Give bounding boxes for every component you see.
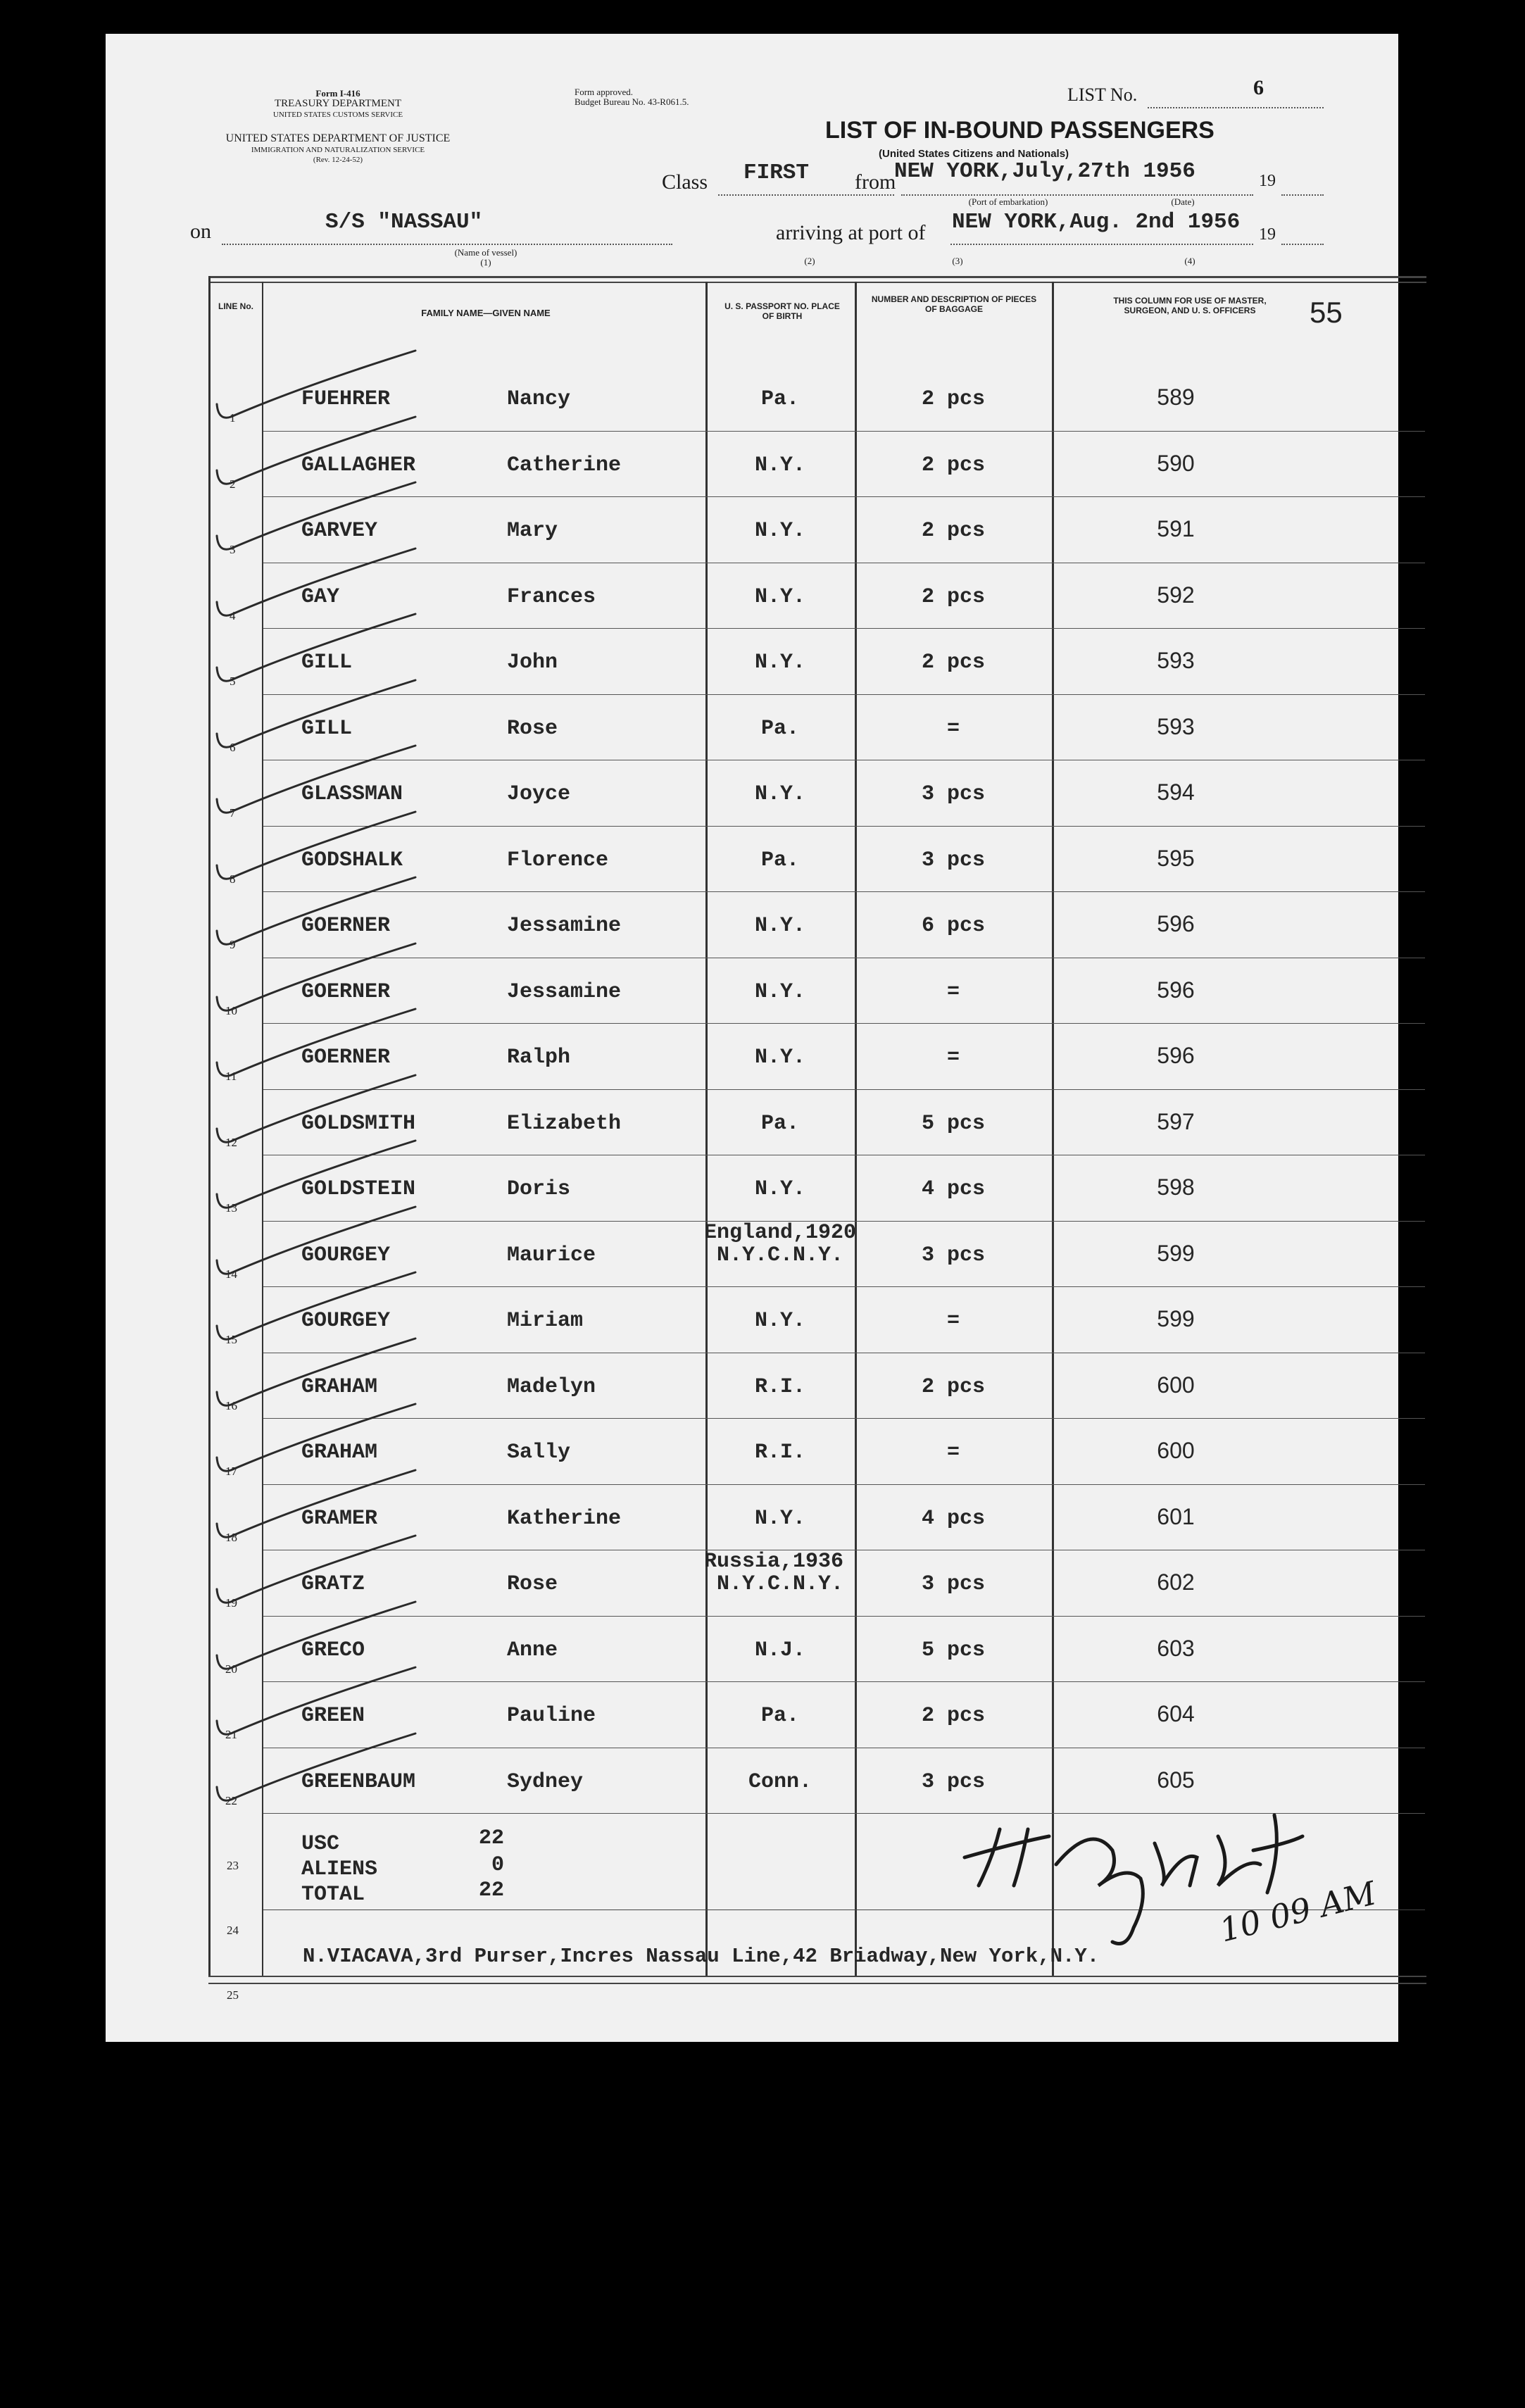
line-number: 21	[225, 1728, 237, 1741]
class-value: FIRST	[743, 161, 810, 185]
officer-number: 598	[1157, 1174, 1195, 1200]
given-name: Florence	[507, 848, 609, 872]
given-name: Doris	[507, 1177, 571, 1201]
line-number: 1	[230, 411, 236, 425]
embarkation-value: NEW YORK,July,27th 1956	[894, 159, 1195, 184]
given-name: Mary	[507, 519, 558, 543]
family-name: GILL	[301, 651, 353, 675]
on-label: on	[190, 220, 211, 243]
usc-label: USC	[301, 1832, 340, 1856]
line-number: 12	[225, 1135, 237, 1149]
line-number: 6	[230, 740, 236, 754]
column-4-marker: (4)	[1184, 256, 1195, 266]
officer-number: 596	[1157, 977, 1195, 1003]
given-name: Catherine	[507, 453, 622, 477]
line-number: 7	[230, 806, 236, 820]
family-name: GOURGEY	[301, 1243, 391, 1267]
given-name: Katherine	[507, 1506, 622, 1531]
family-name: GRAHAM	[301, 1441, 378, 1465]
officer-number: 600	[1157, 1438, 1195, 1463]
given-name: Anne	[507, 1638, 558, 1662]
header-passport: U. S. PASSPORT NO. PLACE OF BIRTH	[724, 301, 840, 321]
family-name: GOERNER	[301, 979, 391, 1004]
baggage-count: 6 pcs	[921, 914, 985, 938]
baggage-count: 2 pcs	[921, 453, 985, 477]
baggage-count: 3 pcs	[921, 1769, 985, 1794]
date-caption: (Date)	[1171, 196, 1195, 207]
line-number: 10	[225, 1003, 237, 1017]
given-name: Sydney	[507, 1769, 584, 1794]
line-number: 25	[227, 1988, 239, 2002]
header-baggage: NUMBER AND DESCRIPTION OF PIECES OF BAGGAGE	[871, 294, 1037, 314]
line-number: 16	[225, 1398, 237, 1412]
checkmark-icon	[204, 1726, 444, 1818]
place-of-birth: Pa.	[760, 716, 799, 741]
family-name: GALLAGHER	[301, 453, 416, 477]
baggage-count: =	[946, 1046, 960, 1070]
officer-number: 593	[1157, 648, 1195, 673]
baggage-count: 3 pcs	[921, 1572, 985, 1596]
given-name: Pauline	[507, 1704, 596, 1728]
line-number: 23	[227, 1859, 239, 1872]
line-number: 4	[230, 608, 236, 622]
arriving-label: arriving at port of	[776, 221, 926, 244]
place-of-birth: N.Y.	[754, 1046, 805, 1070]
place-of-birth: N.Y.	[754, 651, 805, 675]
line-number: 14	[225, 1267, 237, 1281]
list-no-value: 6	[1253, 76, 1264, 99]
baggage-count: 3 pcs	[921, 848, 985, 872]
header-name: FAMILY NAME—GIVEN NAME	[421, 308, 551, 318]
line-number: 20	[225, 1662, 237, 1676]
family-name: GODSHALK	[301, 848, 403, 872]
officer-number: 602	[1157, 1569, 1195, 1595]
place-of-birth: R.I.	[754, 1441, 805, 1465]
given-name: Nancy	[507, 387, 571, 411]
given-name: Ralph	[507, 1046, 571, 1070]
officer-number: 591	[1157, 516, 1195, 541]
document-subtitle: (United States Citizens and Nationals)	[879, 148, 1069, 160]
family-name: GOLDSMITH	[301, 1111, 416, 1136]
from-label: from	[855, 170, 896, 194]
family-name: GRECO	[301, 1638, 365, 1662]
place-of-birth: Conn.	[748, 1769, 812, 1794]
page-number: 55	[1310, 296, 1343, 329]
time-annotation: 10 09 AM	[1215, 1874, 1380, 1950]
place-of-birth: Pa.	[760, 387, 799, 411]
baggage-count: 2 pcs	[921, 1374, 985, 1399]
header-officers: THIS COLUMN FOR USE OF MASTER, SURGEON, AND U. S. OFFICERS	[1113, 296, 1267, 315]
arrival-value: NEW YORK,Aug. 2nd 1956	[952, 210, 1241, 234]
given-name: Jessamine	[507, 914, 622, 938]
given-name: Sally	[507, 1441, 571, 1465]
total-value: 22	[479, 1879, 505, 1902]
place-of-birth: N.Y.	[754, 453, 805, 477]
vessel-name: S/S "NASSAU"	[325, 210, 483, 234]
family-name: GOERNER	[301, 1046, 391, 1070]
list-no-label: LIST No.	[1067, 84, 1138, 105]
family-name: GRAMER	[301, 1506, 378, 1531]
purser-line: N.VIACAVA,3rd Purser,Incres Nassau Line,42 Briadway,New York,N.Y.	[303, 1945, 1100, 1968]
officer-number: 592	[1157, 582, 1195, 608]
class-label: Class	[662, 170, 708, 194]
given-name: Miriam	[507, 1309, 584, 1333]
baggage-count: =	[946, 1441, 960, 1465]
baggage-count: 2 pcs	[921, 651, 985, 675]
place-of-birth: Pa.	[760, 1704, 799, 1728]
line-number: 8	[230, 872, 236, 886]
column-2-marker: (2)	[804, 256, 815, 266]
family-name: GAY	[301, 584, 340, 609]
form-revision: (Rev. 12-24-52)	[313, 156, 363, 164]
baggage-count: 5 pcs	[921, 1638, 985, 1662]
line-number: 17	[225, 1465, 237, 1478]
officer-number: 600	[1157, 1372, 1195, 1398]
baggage-count: 2 pcs	[921, 519, 985, 543]
family-name: GREENBAUM	[301, 1769, 416, 1794]
place-of-birth: Russia,1936	[704, 1550, 844, 1574]
place-of-birth: N.Y.	[754, 584, 805, 609]
given-name: John	[507, 651, 558, 675]
place-of-birth: England,1920	[704, 1220, 857, 1245]
baggage-count: 3 pcs	[921, 782, 985, 806]
officer-number: 596	[1157, 911, 1195, 936]
document-title: LIST OF IN-BOUND PASSENGERS	[825, 117, 1215, 144]
officer-number: 595	[1157, 845, 1195, 871]
officer-number: 599	[1157, 1240, 1195, 1266]
dept-immigration: IMMIGRATION AND NATURALIZATION SERVICE	[251, 146, 425, 154]
vessel-caption: (Name of vessel)	[454, 247, 517, 258]
baggage-count: 2 pcs	[921, 1704, 985, 1728]
place-of-birth: N.Y.	[754, 519, 805, 543]
officer-number: 597	[1157, 1108, 1195, 1134]
place-of-birth: N.Y.	[754, 979, 805, 1004]
officer-number: 603	[1157, 1635, 1195, 1661]
place-of-birth: N.J.	[754, 1638, 805, 1662]
line-number: 9	[230, 938, 236, 951]
port-caption: (Port of embarkation)	[968, 196, 1048, 207]
form-approved: Form approved.	[575, 87, 634, 97]
aliens-label: ALIENS	[301, 1857, 378, 1881]
place-of-birth: N.Y.	[754, 1177, 805, 1201]
family-name: GRATZ	[301, 1572, 365, 1596]
line-number: 18	[225, 1530, 237, 1544]
family-name: GOERNER	[301, 914, 391, 938]
baggage-count: =	[946, 979, 960, 1004]
officer-number: 589	[1157, 384, 1195, 410]
line-number: 11	[225, 1070, 237, 1083]
family-name: GOURGEY	[301, 1309, 391, 1333]
column-1-marker: (1)	[480, 257, 491, 268]
officer-number: 590	[1157, 450, 1195, 476]
place-of-birth: N.Y.	[754, 1309, 805, 1333]
place-of-birth: Pa.	[760, 1111, 799, 1136]
dept-treasury: TREASURY DEPARTMENT	[274, 98, 402, 109]
from-year-suffix: 19	[1259, 172, 1276, 190]
line-number: 3	[230, 543, 236, 556]
family-name: GOLDSTEIN	[301, 1177, 416, 1201]
place-of-birth: N.Y.	[754, 1506, 805, 1531]
total-label: TOTAL	[301, 1883, 365, 1907]
line-number: 22	[225, 1793, 237, 1807]
officer-number: 599	[1157, 1306, 1195, 1331]
given-name: Jessamine	[507, 979, 622, 1004]
family-name: GREEN	[301, 1704, 365, 1728]
officer-number: 594	[1157, 779, 1195, 805]
dept-customs: UNITED STATES CUSTOMS SERVICE	[272, 111, 403, 119]
line-number: 2	[230, 477, 236, 491]
baggage-count: 2 pcs	[921, 387, 985, 411]
place-of-birth: Pa.	[760, 848, 799, 872]
line-number: 24	[227, 1924, 239, 1937]
baggage-count: 5 pcs	[921, 1111, 985, 1136]
family-name: GRAHAM	[301, 1374, 378, 1399]
family-name: GARVEY	[301, 519, 378, 543]
family-name: GILL	[301, 716, 353, 741]
baggage-count: 4 pcs	[921, 1506, 985, 1531]
inspector-signature	[950, 1780, 1345, 1977]
place-of-birth: R.I.	[754, 1374, 805, 1399]
baggage-count: =	[946, 716, 960, 741]
budget-bureau: Budget Bureau No. 43-R061.5.	[575, 96, 689, 107]
given-name: Rose	[507, 1572, 558, 1596]
manifest-page	[106, 34, 1398, 2042]
place-of-birth: N.Y.	[754, 914, 805, 938]
arrival-year-suffix: 19	[1259, 225, 1276, 244]
line-number: 15	[225, 1333, 237, 1346]
place-of-birth: N.Y.	[754, 782, 805, 806]
form-number: Form I-416	[315, 88, 360, 99]
baggage-count: 4 pcs	[921, 1177, 985, 1201]
given-name: Rose	[507, 716, 558, 741]
baggage-count: 3 pcs	[921, 1243, 985, 1267]
officer-number: 601	[1157, 1503, 1195, 1529]
officer-number: 604	[1157, 1701, 1195, 1726]
line-number: 13	[225, 1201, 237, 1215]
place-of-birth-city: N.Y.C.N.Y.	[717, 1243, 844, 1267]
baggage-count: =	[946, 1309, 960, 1333]
officer-number: 605	[1157, 1767, 1195, 1793]
family-name: GLASSMAN	[301, 782, 403, 806]
given-name: Madelyn	[507, 1374, 596, 1399]
officer-number: 593	[1157, 713, 1195, 739]
place-of-birth-city: N.Y.C.N.Y.	[717, 1572, 844, 1596]
usc-value: 22	[479, 1826, 505, 1850]
given-name: Maurice	[507, 1243, 596, 1267]
baggage-count: 2 pcs	[921, 584, 985, 609]
column-3-marker: (3)	[952, 256, 963, 266]
line-number: 19	[225, 1596, 237, 1610]
dept-justice: UNITED STATES DEPARTMENT OF JUSTICE	[225, 132, 451, 144]
officer-number: 596	[1157, 1043, 1195, 1068]
line-number: 5	[230, 675, 236, 688]
family-name: FUEHRER	[301, 387, 391, 411]
header-line-no: LINE No.	[218, 301, 253, 311]
given-name: Joyce	[507, 782, 571, 806]
given-name: Frances	[507, 584, 596, 609]
aliens-value: 0	[491, 1853, 505, 1877]
given-name: Elizabeth	[507, 1111, 622, 1136]
